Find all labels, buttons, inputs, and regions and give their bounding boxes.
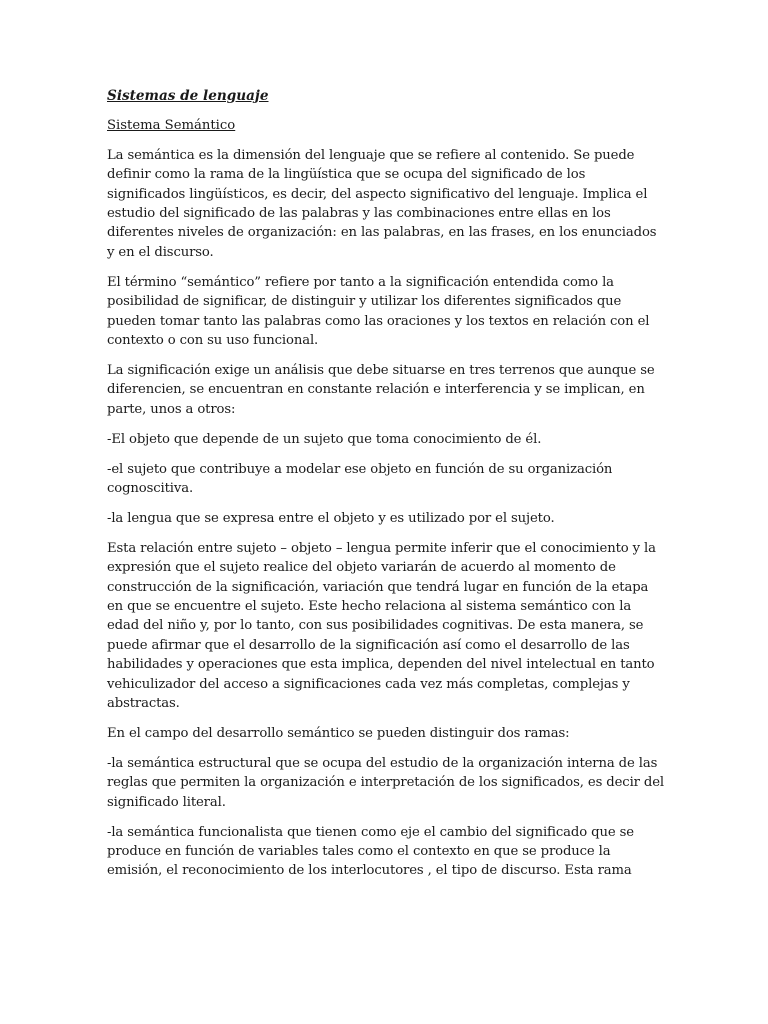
list-item-language: -la lengua que se expresa entre el objeto y es utilizado por el sujeto.	[107, 510, 555, 526]
list-item-structural-semantics: -la semántica estructural que se ocupa del estudio de la organización interna de las reglas que permiten la organización e interpretación de los significados, es decir del significado literal.	[107, 755, 665, 810]
list-item-functionalist-semantics: -la semántica funcionalista que tienen como eje el cambio del significado que se produce en función de variables tales como el contexto en que se produce la emisión, el reconocimiento de los interlocutores , el tipo de discurso. Esta rama	[107, 824, 634, 879]
section-heading: Sistema Semántico	[107, 118, 236, 134]
document-title: Sistemas de lenguaje	[107, 88, 269, 104]
paragraph-definition: La semántica es la dimensión del lenguaje que se refiere al contenido. Se puede definir como la rama de la lingüística que se ocupa del significado de los significados lingüísticos, es decir, del aspecto significativo del lenguaje. Implica el estudio del significado de las palabras y las combinaciones entre ellas en los diferentes niveles de organización: en las palabras, en las frases, en los enunciados y en el discurso.	[107, 147, 657, 260]
paragraph-three-domains: La significación exige un análisis que debe situarse en tres terrenos que aunque se diferencien, se encuentran en constante relación e interferencia y se implican, en parte, unos a otros:	[107, 362, 655, 417]
paragraph-two-branches: En el campo del desarrollo semántico se pueden distinguir dos ramas:	[107, 725, 570, 741]
list-item-subject: -el sujeto que contribuye a modelar ese objeto en función de su organización cognoscitiva.	[107, 461, 613, 496]
paragraph-subject-object-language: Esta relación entre sujeto – objeto – lengua permite inferir que el conocimiento y la expresión que el sujeto realice del objeto variarán de acuerdo al momento de construcción de la significación, variación que tendrá lugar en función de la etapa en que se encuentre el sujeto. Este hecho relaciona al sistema semántico con la edad del niño y, por lo tanto, con sus posibilidades cognitivas. De esta manera, se puede afirmar que el desarrollo de la significación así como el desarrollo de las habilidades y operaciones que esta implica, dependen del nivel intelectual en tanto vehiculizador del acceso a significaciones cada vez más completas, complejas y abstractas.	[107, 540, 656, 711]
document-page	[107, 87, 665, 891]
list-item-object: -El objeto que depende de un sujeto que toma conocimiento de él.	[107, 431, 542, 447]
paragraph-semantic-term: El término “semántico” refiere por tanto a la significación entendida como la posibilidad de significar, de distinguir y utilizar los diferentes significados que pueden tomar tanto las palabras como las oraciones y los textos en relación con el contexto o con su uso funcional.	[107, 274, 650, 348]
